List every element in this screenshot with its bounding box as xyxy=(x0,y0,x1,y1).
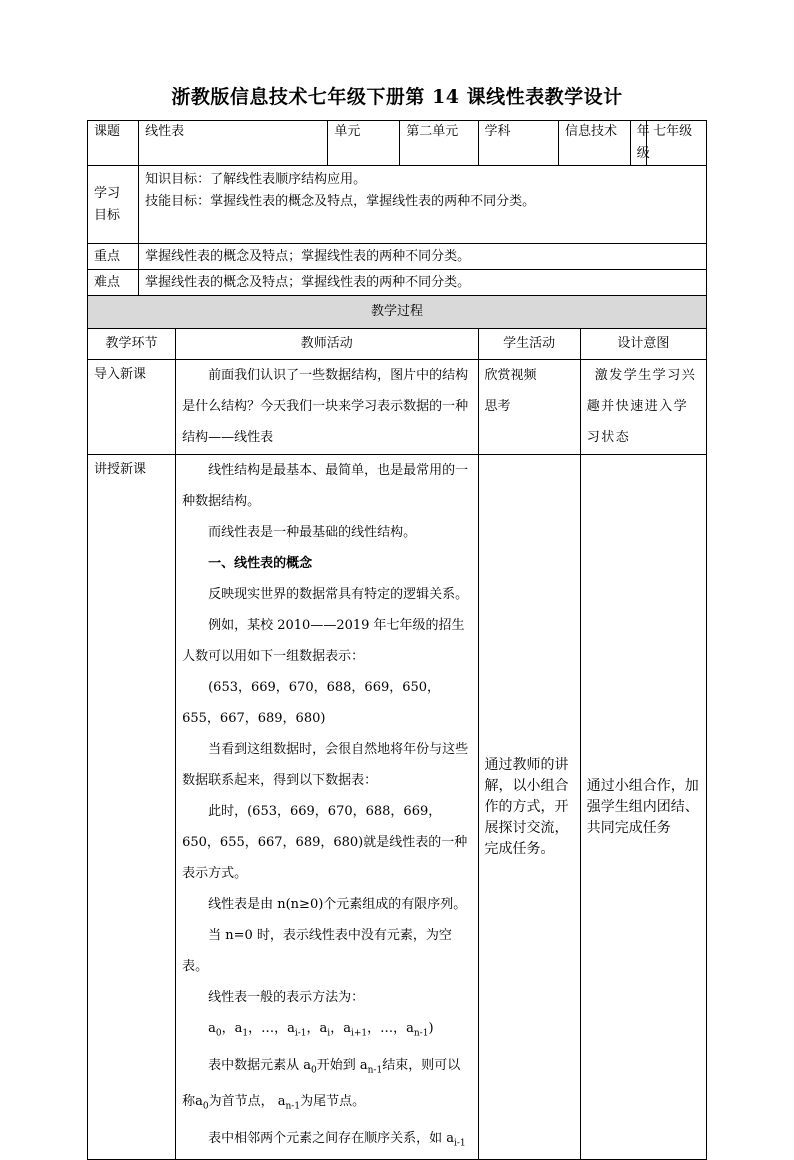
unit-value: 第二单元 xyxy=(400,121,478,166)
skill-goal: 技能目标：掌握线性表的概念及特点，掌握线性表的两种不同分类。 xyxy=(145,194,536,209)
subject-value: 信息技术 xyxy=(558,121,630,166)
lecture-p6: 当看到这组数据时，会很自然地将年份与这些数据联系起来，得到以下数据表： xyxy=(182,742,469,788)
lecture-formula: $a_0$，$a_1$，…，$a_{i-1}$，$a_i$，$a_{i+1}$，…，$a_{n-1}$) xyxy=(208,1021,434,1039)
lecture-p12: 表中数据元素从 $a_0$开始到 $a_{n-1}$结束，则可以称$a_0$为首节点， $a_{n-1}$为尾节点。 xyxy=(182,1057,461,1112)
lecture-p3: 反映现实世界的数据常具有特定的逻辑关系。 xyxy=(208,587,469,602)
key-point-label: 重点 xyxy=(88,244,139,270)
goals-row xyxy=(88,166,707,244)
col-student: 学生活动 xyxy=(478,329,580,360)
subject-label: 学科 xyxy=(478,121,558,166)
lecture-p4: 例如，某校 2010——2019 年七年级的招生人数可以用如下一组数据表示： xyxy=(182,618,465,664)
intro-teacher: 前面我们认识了一些数据结构，图片中的结构是什么结构？今天我们一块来学习表示数据的一种结构——线性表 xyxy=(182,368,469,445)
lecture-p1: 线性结构是最基本、最简单，也是最常用的一种数据结构。 xyxy=(182,463,469,509)
difficulty-row xyxy=(88,270,707,296)
lesson-value: 线性表 xyxy=(139,121,328,166)
lecture-p7: 此时，(653，669，670，688，669，650，655，667，689，680)就是线性表的一种表示方式。 xyxy=(182,804,468,881)
lesson-label: 课题 xyxy=(88,121,139,166)
page-title: 浙教版信息技术七年级下册第 14 课线性表教学设计 xyxy=(171,86,623,108)
intro-intent: 激发学生学习兴趣并快速进入学习状态 xyxy=(586,368,697,445)
lecture-intent: 通过小组合作，加强学生组内团结、共同完成任务 xyxy=(586,777,699,836)
difficulty-text: 掌握线性表的概念及特点；掌握线性表的两种不同分类。 xyxy=(139,270,707,296)
col-teacher: 教师活动 xyxy=(176,329,478,360)
lecture-p5: (653，669，670，688，669，650，655，667，689，680) xyxy=(182,680,441,726)
unit-label: 单元 xyxy=(328,121,400,166)
col-stage: 教学环节 xyxy=(88,329,176,360)
intro-row xyxy=(88,360,707,455)
grade-label: 年级 xyxy=(630,121,646,166)
lecture-p9: 当 n=0 时，表示线性表中没有元素，为空表。 xyxy=(182,928,452,974)
info-row xyxy=(88,121,707,166)
lecture-student: 通过教师的讲解，以小组合作的方式，开展探讨交流，完成任务。 xyxy=(484,756,569,857)
grade-value: 七年级 xyxy=(647,121,707,166)
intro-student-2: 思考 xyxy=(484,399,511,414)
goals-label: 学习目标 xyxy=(88,166,139,244)
lecture-heading: 一、线性表的概念 xyxy=(208,556,313,571)
key-point-row xyxy=(88,244,707,270)
intro-stage: 导入新课 xyxy=(88,360,176,455)
process-header-row xyxy=(88,296,707,329)
col-intent: 设计意图 xyxy=(580,329,706,360)
knowledge-goal: 知识目标：了解线性表顺序结构应用。 xyxy=(145,172,367,187)
key-point-text: 掌握线性表的概念及特点；掌握线性表的两种不同分类。 xyxy=(139,244,707,270)
process-header: 教学过程 xyxy=(88,296,707,329)
lecture-stage: 讲授新课 xyxy=(88,455,176,1160)
difficulty-label: 难点 xyxy=(88,270,139,296)
lecture-p14: 表中相邻两个元素之间存在顺序关系，如 $a_{i-1}$ xyxy=(208,1130,466,1149)
lecture-row xyxy=(88,455,707,1160)
column-header-row xyxy=(88,329,707,360)
lecture-p8: 线性表是由 n(n≥0)个元素组成的有限序列。 xyxy=(208,897,467,912)
lesson-plan-table xyxy=(87,120,707,1160)
lecture-p2: 而线性表是一种最基础的线性结构。 xyxy=(208,525,417,540)
lecture-p10: 线性表一般的表示方法为： xyxy=(208,990,365,1005)
intro-student-1: 欣赏视频 xyxy=(484,368,537,383)
